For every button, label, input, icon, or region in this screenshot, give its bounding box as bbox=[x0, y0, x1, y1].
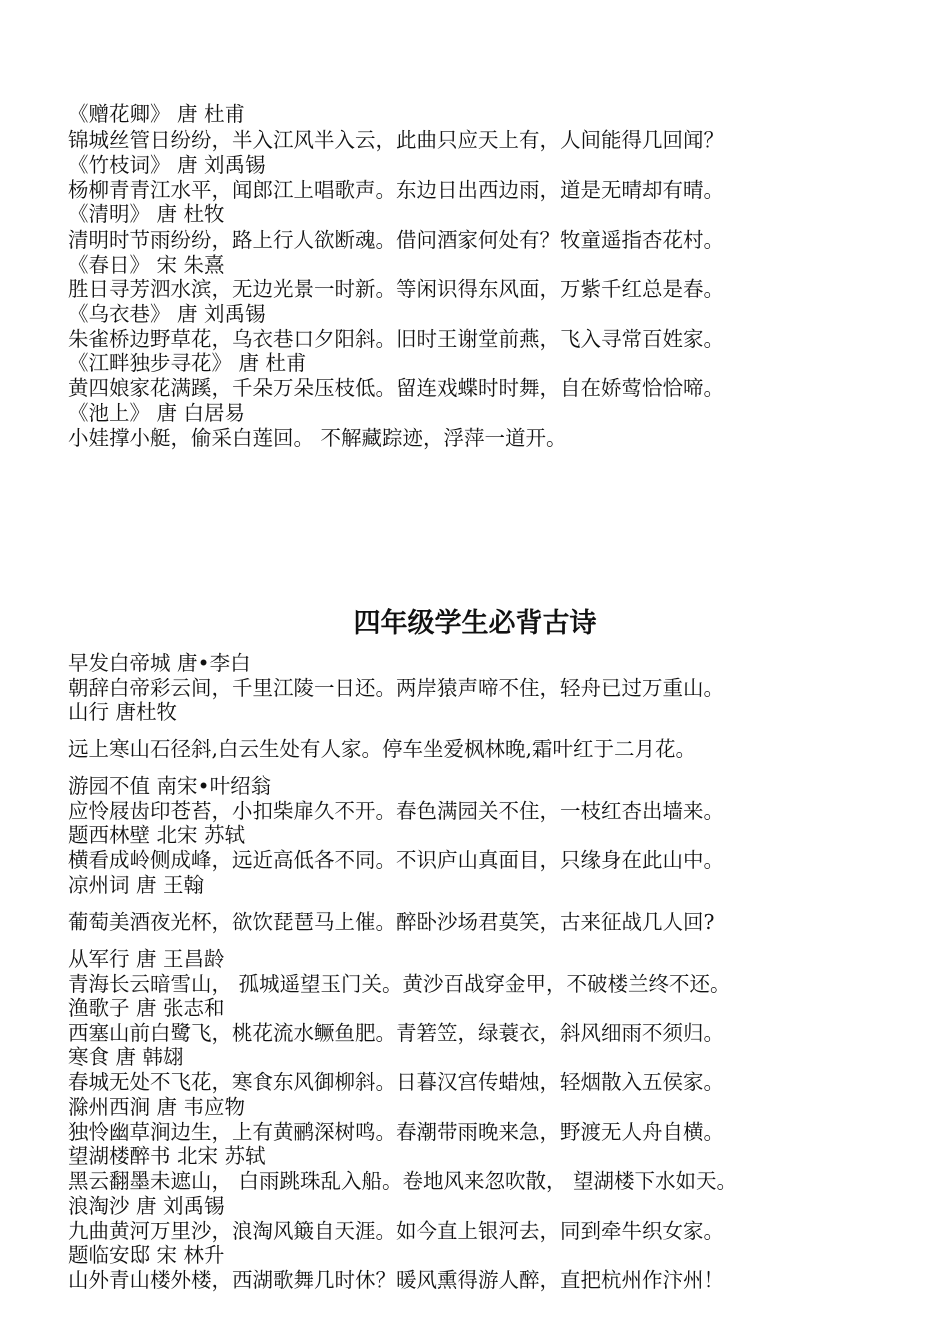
poem-text: 九曲黄河万里沙，浪淘风簸自天涯。如今直上银河去，同到牵牛织女家。 bbox=[68, 1219, 724, 1243]
poem-heading: 《乌衣巷》 唐 刘禹锡 bbox=[68, 302, 266, 326]
poem-text: 春城无处不飞花，寒食东风御柳斜。日暮汉宫传蜡烛，轻烟散入五侯家。 bbox=[68, 1070, 724, 1094]
poem-heading: 题临安邸 宋 林升 bbox=[68, 1243, 225, 1267]
poem-text: 远上寒山石径斜,白云生处有人家。停车坐爱枫林晚,霜叶红于二月花。 bbox=[68, 737, 697, 761]
poem-heading: 山行 唐杜牧 bbox=[68, 700, 178, 724]
poem-heading: 浪淘沙 唐 刘禹锡 bbox=[68, 1194, 225, 1218]
poem-text: 黄四娘家花满蹊，千朵万朵压枝低。留连戏蝶时时舞，自在娇莺恰恰啼。 bbox=[68, 376, 724, 400]
poem-heading: 《清明》 唐 杜牧 bbox=[68, 202, 225, 226]
poem-heading: 寒食 唐 韩翃 bbox=[68, 1045, 184, 1069]
poem-text: 锦城丝管日纷纷，半入江风半入云，此曲只应天上有，人间能得几回闻？ bbox=[68, 128, 724, 152]
poem-text: 朝辞白帝彩云间，千里江陵一日还。两岸猿声啼不住，轻舟已过万重山。 bbox=[68, 676, 724, 700]
poem-heading: 《江畔独步寻花》 唐 杜甫 bbox=[68, 351, 307, 375]
poem-text: 山外青山楼外楼，西湖歌舞几时休？暖风熏得游人醉，直把杭州作汴州！ bbox=[68, 1268, 724, 1292]
poem-text: 应怜屐齿印苍苔，小扣柴扉久不开。春色满园关不住，一枝红杏出墙来。 bbox=[68, 799, 724, 823]
poem-text: 横看成岭侧成峰，远近高低各不同。不识庐山真面目，只缘身在此山中。 bbox=[68, 848, 724, 872]
poem-text: 葡萄美酒夜光杯，欲饮琵琶马上催。醉卧沙场君莫笑，古来征战几人回? bbox=[68, 910, 715, 934]
poem-text: 清明时节雨纷纷，路上行人欲断魂。借问酒家何处有？牧童遥指杏花村。 bbox=[68, 228, 724, 252]
poem-heading: 《春日》 宋 朱熹 bbox=[68, 253, 225, 277]
poem-heading: 《赠花卿》 唐 杜甫 bbox=[68, 102, 246, 126]
poem-heading: 游园不值 南宋•叶绍翁 bbox=[68, 774, 272, 798]
poem-text: 独怜幽草涧边生，上有黄鹂深树鸣。春潮带雨晚来急，野渡无人舟自横。 bbox=[68, 1120, 724, 1144]
poem-text: 朱雀桥边野草花，乌衣巷口夕阳斜。旧时王谢堂前燕，飞入寻常百姓家。 bbox=[68, 327, 724, 351]
poem-heading: 滁州西涧 唐 韦应物 bbox=[68, 1095, 246, 1119]
poem-heading: 早发白帝城 唐•李白 bbox=[68, 651, 251, 675]
poem-heading: 凉州词 唐 王翰 bbox=[68, 873, 205, 897]
poem-heading: 渔歌子 唐 张志和 bbox=[68, 996, 225, 1020]
poem-heading: 望湖楼醉书 北宋 苏轼 bbox=[68, 1144, 266, 1168]
poem-text: 黑云翻墨未遮山， 白雨跳珠乱入船。卷地风来忽吹散， 望湖楼下水如天。 bbox=[68, 1169, 738, 1193]
poem-text: 青海长云暗雪山， 孤城遥望玉门关。黄沙百战穿金甲，不破楼兰终不还。 bbox=[68, 972, 731, 996]
poem-text: 小娃撑小艇，偷采白莲回。 不解藏踪迹，浮萍一道开。 bbox=[68, 426, 567, 450]
poem-text: 西塞山前白鹭飞，桃花流水鳜鱼肥。青箬笠，绿蓑衣，斜风细雨不须归。 bbox=[68, 1021, 724, 1045]
poem-heading: 从军行 唐 王昌龄 bbox=[68, 947, 225, 971]
poem-heading: 《池上》 唐 白居易 bbox=[68, 401, 246, 425]
poem-text: 杨柳青青江水平，闻郎江上唱歌声。东边日出西边雨，道是无晴却有晴。 bbox=[68, 178, 724, 202]
poem-heading: 题西林壁 北宋 苏轼 bbox=[68, 823, 246, 847]
section-title: 四年级学生必背古诗 bbox=[353, 608, 597, 639]
poem-text: 胜日寻芳泗水滨，无边光景一时新。等闲识得东风面，万紫千红总是春。 bbox=[68, 277, 724, 301]
poem-heading: 《竹枝词》 唐 刘禹锡 bbox=[68, 153, 266, 177]
